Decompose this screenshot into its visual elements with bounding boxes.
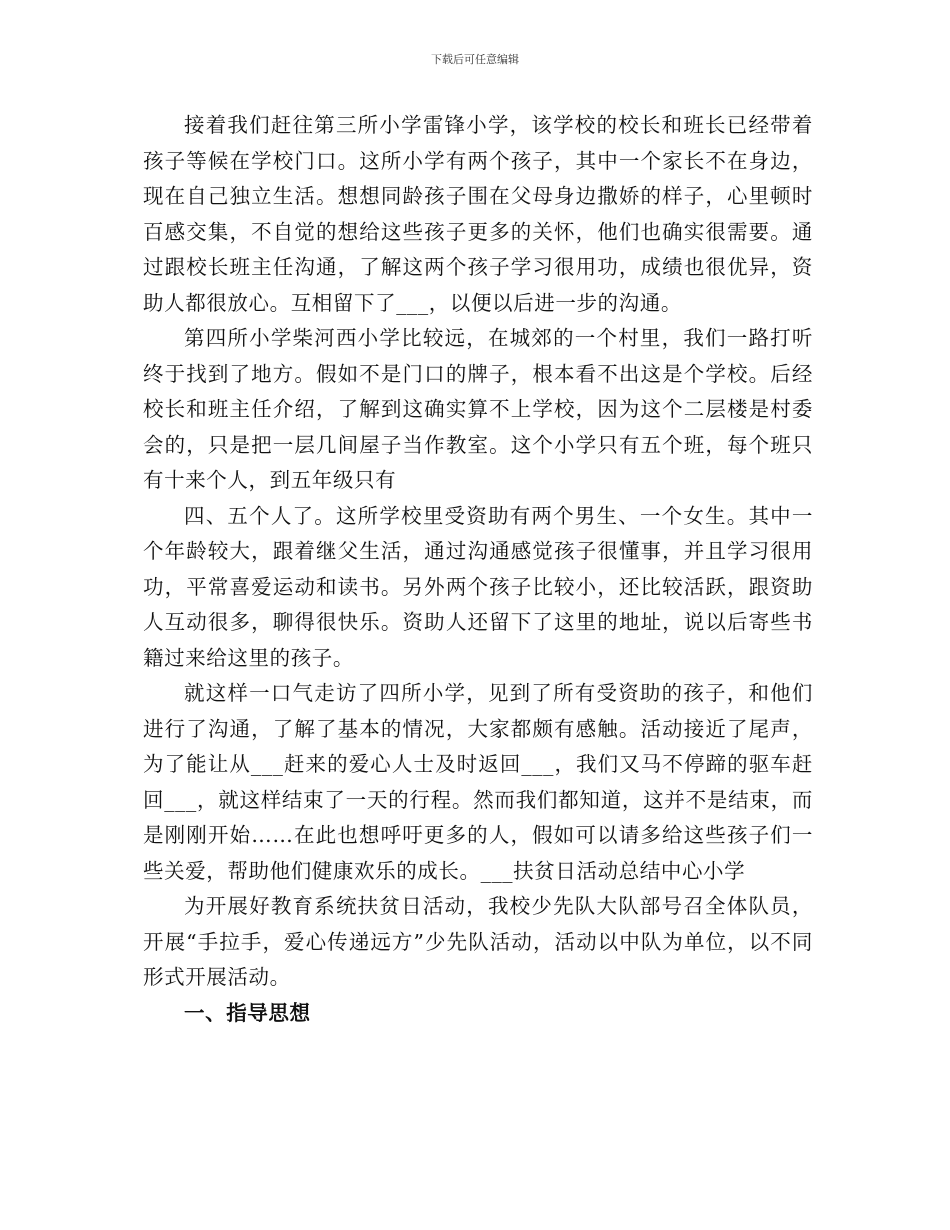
section-heading-guiding-thought: 一、指导思想	[184, 1000, 311, 1025]
paragraph-chaihexi-school: 第四所小学柴河西小学比较远，在城郊的一个村里，我们一路打听终于找到了地方。假如不是门口的牌子，根本看不出这是个学校。后经校长和班主任介绍，了解到这确实算不上学校，因为这个二层楼是村委会的，只是把一层几间屋子当作教室。这个小学只有五个班，每个班只有十来个人，到五年级只有	[143, 326, 813, 492]
paragraph-activity-intro: 为开展好教育系统扶贫日活动，我校少先队大队部号召全体队员，开展“手拉手，爱心传递远方”少先队活动，活动以中队为单位，以不同形式开展活动。	[143, 894, 813, 989]
paragraph-visit-summary: 就这样一口气走访了四所小学，见到了所有受资助的孩子，和他们进行了沟通，了解了基本的情况，大家都颇有感触。活动接近了尾声，为了能让从___赶来的爱心人士及时返回___，我们又马不停蹄的驱车赶回___，就这样结束了一天的行程。然而我们都知道，这并不是结束，而是刚刚开始……在此也想呼吁更多的人，假如可以请多给这些孩子们一些关爱，帮助他们健康欢乐的成长。___扶贫日活动总结中心小学	[143, 681, 813, 883]
paragraph-leifeng-school: 接着我们赶往第三所小学雷锋小学，该学校的校长和班长已经带着孩子等候在学校门口。这所小学有两个孩子，其中一个家长不在身边，现在自己独立生活。想想同龄孩子围在父母身边撒娇的样子，心里顿时百感交集，不自觉的想给这些孩子更多的关怀，他们也确实很需要。通过跟校长班主任沟通，了解这两个孩子学习很用功，成绩也很优异，资助人都很放心。互相留下了___，以便以后进一步的沟通。	[143, 113, 813, 315]
paragraph-students-detail: 四、五个人了。这所学校里受资助有两个男生、一个女生。其中一个年龄较大，跟着继父生活，通过沟通感觉孩子很懂事，并且学习很用功，平常喜爱运动和读书。另外两个孩子比较小，还比较活跃，跟资助人互动很多，聊得很快乐。资助人还留下了这里的地址，说以后寄些书籍过来给这里的孩子。	[143, 503, 813, 670]
document-body	[143, 108, 813, 1031]
page-header-note: 下载后可任意编辑	[431, 53, 519, 66]
